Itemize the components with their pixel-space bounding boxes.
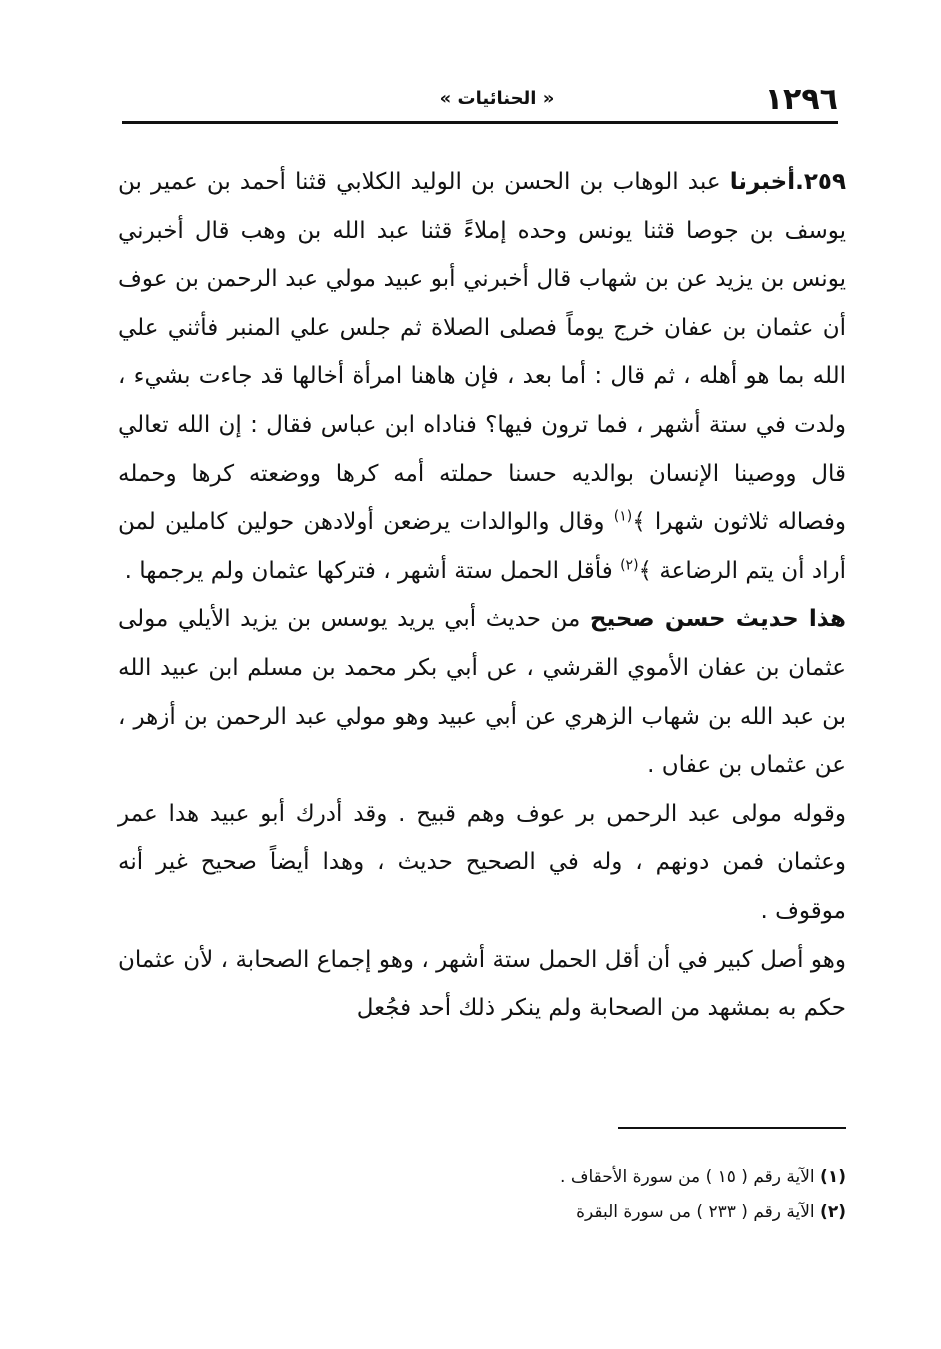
page-header	[122, 78, 838, 120]
footnote-label: (١)	[820, 1167, 846, 1187]
hadith-paragraph	[118, 158, 846, 595]
footnote-separator	[618, 1127, 846, 1129]
hadith-grade: هذا حديث حسن صحيح	[589, 606, 846, 633]
hadith-number: ٢٥٩.	[795, 169, 846, 195]
grading-text: من حديث أبي يريد يوسس بن يزيد الأيلي مولى عثمان بن عفان الأموي القرشي ، عں أبي بكر محمد بن مسلم ابن عبيد الله بن عبد الله بن شهاب الزهري عن أبي عبيد وهو مولي عبد الرحمن بن أزهر ، عن عثماں بن عفاں .	[118, 606, 846, 779]
hadith-text-part2: وقال والوالدات يرضعن أولادهن حولين كاملين لمن أراد أن يتم الرضاعة	[118, 509, 846, 584]
footnote-ref-2[interactable]: (٢)	[620, 557, 639, 574]
hadith-text-part1: عبد الوهاب بن الحسن بن الوليد الكلابي قثنا أحمد بن عمير بن يوسف بن جوصا قثنا يونس وحده إملاءً قثنا عبد الله بن وهب قال أخبرني يونس بن يزيد عن بن شهاب قال أخبرني أبو عبيد مولي عبد الرحمن بن عوف أن عثمان بن عفان خرج يوماً فصلى الصلاة ثم جلس علي المنبر فأثني علي الله بما هو أهله ، ثم قال : أما بعد ، فإن هاهنا امرأة أخالها قد جاءت بشيء ، ولدت في ستة أشهر ، فما ترون فيها؟ فناداه ابن عباس فقال : إن الله تعالي قال ووصينا الإنسان بوالديه حسنا حملته أمه كرها ووضعته كرها وحمله وفصاله ثلاثون شهرا	[118, 169, 846, 536]
footnote-1	[400, 1160, 846, 1195]
main-text	[118, 158, 846, 1033]
running-title: « الحنائيات »	[439, 88, 555, 109]
quran-bracket-2: ﴾	[638, 557, 653, 584]
hadith-text-part3: فأقل الحمل ستة أشهر ، فتركها عثمان ولم يرجمها .	[124, 557, 621, 584]
footnote-label: (٢)	[820, 1202, 846, 1222]
hadith-lead-word: أخبرنا	[729, 169, 796, 195]
footnote-ref-1[interactable]: (١)	[613, 508, 633, 525]
page-number: ١٢٩٦	[764, 82, 838, 117]
commentary-paragraph-2: وقوله مولى عبد الرحمں بر عوف وهم قبيح . وقد أدرك أبو عبيد هدا عمر وعثمان فمن دونهم ، وله في الصحيح حديث ، وهدا أيضاً صحيح غير أنه موقوف .	[118, 800, 846, 924]
footnote-text: الآية رقم ( ١٥ ) من سورة الأحقاف .	[560, 1167, 815, 1187]
header-rule	[122, 121, 838, 124]
footnote-text: الآية رقم ( ٢٣٣ ) مں سورة البقرة	[576, 1202, 815, 1222]
commentary-paragraph-3: وهو أصل كبير في أن أقل الحمل ستة أشهر ، وهو إجماع الصحابة ، لأن عثمان حكم به بمشهد من الصحابة ولم ينكر ذلك أحد فجُعل	[118, 946, 846, 1022]
grading-paragraph	[118, 595, 846, 789]
quran-bracket-1: ﴾	[632, 509, 646, 536]
footnotes	[400, 1160, 846, 1230]
footnote-2	[400, 1195, 846, 1230]
